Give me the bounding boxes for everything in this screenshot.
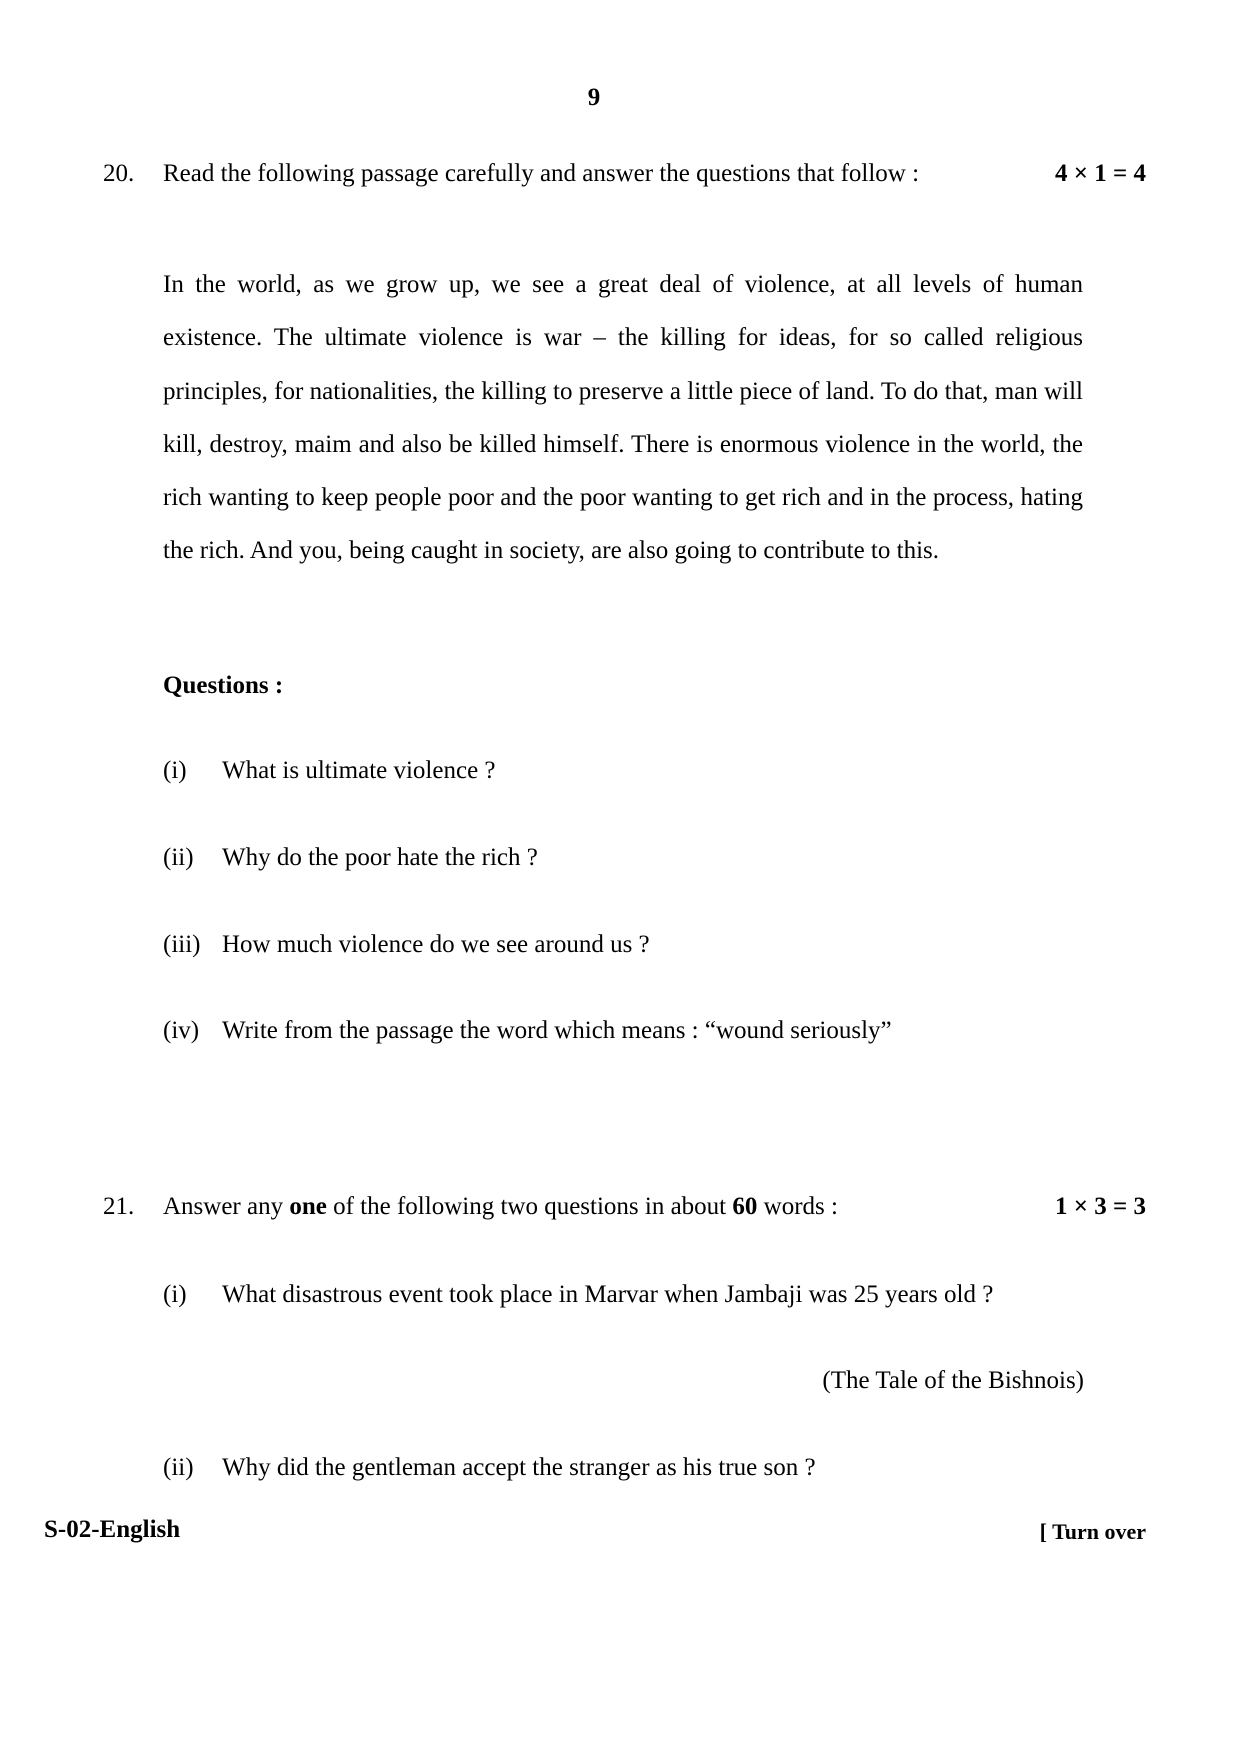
sub-question-text: What is ultimate violence ? <box>222 757 496 784</box>
sub-question-number: (ii) <box>163 844 194 871</box>
question-number: 20. <box>103 160 135 187</box>
sub-question-number: (i) <box>163 1281 187 1308</box>
sub-question-number: (i) <box>163 757 187 784</box>
instruction-emphasis: one <box>289 1193 327 1220</box>
instruction-text: Answer any <box>163 1193 290 1220</box>
reading-passage: In the world, as we grow up, we see a great deal of violence, at all levels of human existence. The ultimate violence is war – the killing for ideas, for so called religious principles, for nationalities, the killing to preserve a little piece of land. To do that, man will kill, destroy, maim and also be killed himself. There is enormous violence in the world, the rich wanting to keep people poor and the poor wanting to get rich and in the process, hating the rich. And you, being caught in society, are also going to contribute to this. <box>163 271 1083 565</box>
sub-question-text: Why did the gentleman accept the stranger as his true son ? <box>222 1454 816 1481</box>
question-instruction: Read the following passage carefully and answer the questions that follow : <box>163 160 920 187</box>
question-instruction <box>163 1193 838 1221</box>
marks-allocation: 1 × 3 = 3 <box>1055 1193 1146 1220</box>
paper-code: S-02-English <box>44 1516 181 1543</box>
sub-question-text: Write from the passage the word which means : “wound seriously” <box>222 1017 892 1044</box>
sub-question-text: How much violence do we see around us ? <box>222 931 650 958</box>
question-number: 21. <box>103 1193 135 1220</box>
instruction-emphasis: 60 <box>732 1193 758 1220</box>
sub-question-text: What disastrous event took place in Marvar when Jambaji was 25 years old ? <box>222 1281 994 1308</box>
questions-heading: Questions : <box>163 672 284 699</box>
source-citation: (The Tale of the Bishnois) <box>822 1367 1084 1394</box>
instruction-text: words : <box>757 1193 838 1220</box>
sub-question-number: (iii) <box>163 931 201 958</box>
instruction-text: of the following two questions in about <box>326 1193 733 1220</box>
page-number: 9 <box>587 84 601 111</box>
sub-question-number: (ii) <box>163 1454 194 1481</box>
turn-over-note: [ Turn over <box>1039 1519 1146 1544</box>
sub-question-text: Why do the poor hate the rich ? <box>222 844 538 871</box>
sub-question-number: (iv) <box>163 1017 200 1044</box>
marks-allocation: 4 × 1 = 4 <box>1055 160 1146 187</box>
